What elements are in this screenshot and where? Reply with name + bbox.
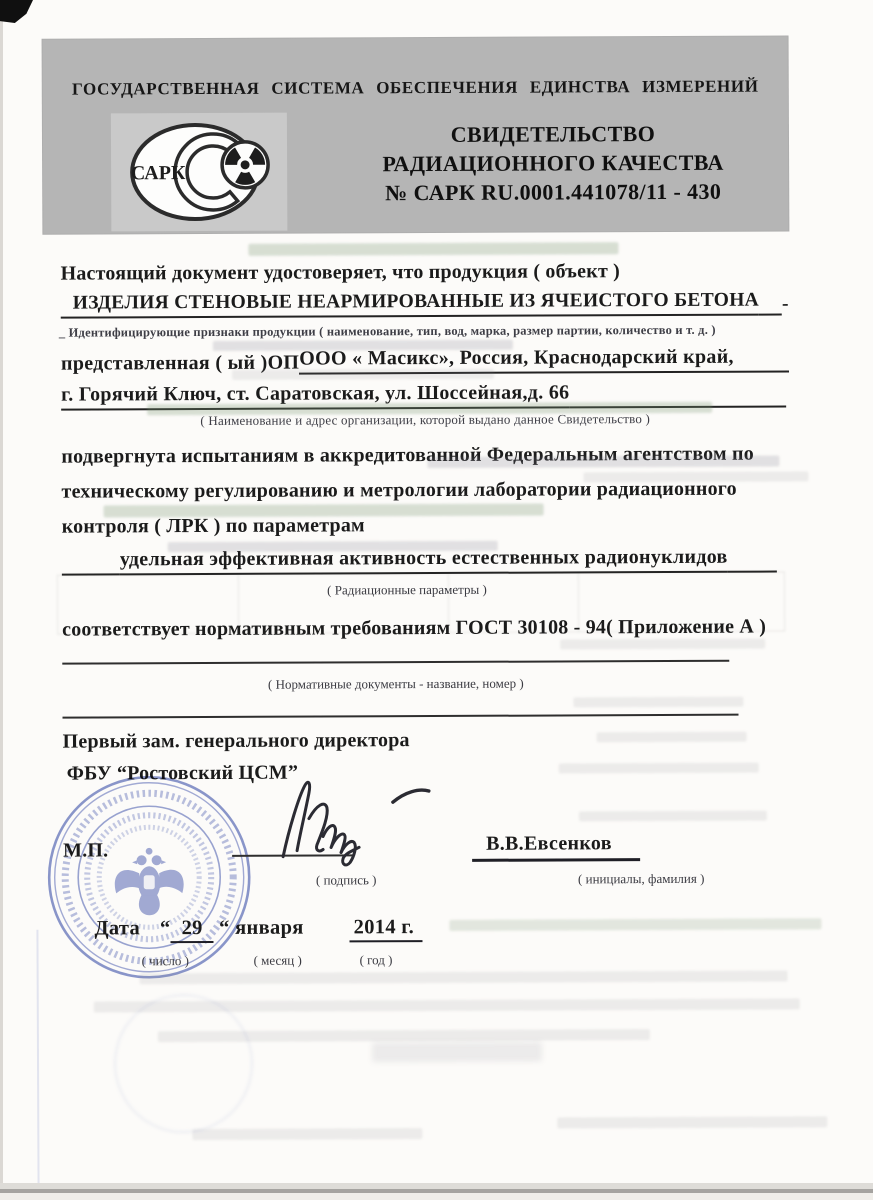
bleed-artifact bbox=[372, 1042, 542, 1063]
bleed-artifact bbox=[158, 1029, 650, 1042]
parameter-value: удельная эффективная активность естественных радионуклидов bbox=[120, 546, 728, 576]
parameter-ruled-fill bbox=[728, 571, 777, 573]
certificate-title bbox=[358, 119, 748, 208]
tested-line-2: техническому регулированию и метрологии лаборатории радиационного bbox=[61, 477, 737, 503]
signer-name bbox=[472, 832, 640, 862]
quote-open: “ bbox=[159, 917, 171, 940]
scan-line-artifact bbox=[36, 930, 39, 1192]
address-ruled-fill bbox=[569, 405, 786, 408]
parameter-line bbox=[62, 546, 777, 576]
bleed-artifact bbox=[557, 1116, 827, 1128]
official-round-stamp bbox=[43, 771, 256, 984]
signer-position-2: ФБУ “Ростовский ЦСМ” bbox=[66, 761, 299, 785]
title-line-3: № САРК RU.0001.441078/11 - 430 bbox=[385, 178, 722, 206]
radiation-icon bbox=[222, 142, 268, 188]
sark-logo-graphic bbox=[111, 113, 288, 232]
bleed-artifact bbox=[192, 1128, 422, 1140]
date-year: 2014 г. bbox=[350, 916, 422, 942]
product-line bbox=[61, 289, 789, 318]
conformity-line: соответствует нормативным требованиям ГОСТ 30108 - 94( Приложение А ) bbox=[62, 615, 767, 641]
title-line-2: РАДИАЦИОННОГО КАЧЕСТВА bbox=[382, 149, 724, 177]
handwritten-signature bbox=[263, 776, 443, 869]
ghost-stamp-artifact bbox=[114, 994, 254, 1134]
parameter-lead-rule bbox=[62, 573, 120, 575]
year-caption: ( год ) bbox=[359, 952, 393, 968]
day-caption: ( число ) bbox=[141, 953, 190, 969]
bleed-artifact bbox=[579, 811, 767, 822]
normative-caption: ( Нормативные документы - название, номер ) bbox=[267, 675, 524, 692]
logo-label: САРК bbox=[130, 162, 186, 185]
presented-prefix: представленная ( ый )ОП bbox=[60, 351, 300, 375]
bleed-artifact bbox=[573, 697, 743, 708]
presented-value: ООО « Масикс», Россия, Краснодарский край, bbox=[299, 346, 734, 375]
presented-line bbox=[61, 345, 789, 375]
bleed-artifact bbox=[559, 763, 759, 774]
presented-ruled-fill bbox=[734, 370, 789, 372]
quote-close: “ bbox=[219, 916, 230, 939]
bleed-artifact bbox=[94, 998, 800, 1012]
ruled-line-normative bbox=[62, 660, 729, 665]
product-suffix: - bbox=[781, 293, 789, 315]
org-caption: ( Наименование и адрес организации, которой выдано данное Свидетельство ) bbox=[200, 411, 651, 429]
system-title: ГОСУДАРСТВЕННАЯ СИСТЕМА ОБЕСПЕЧЕНИЯ ЕДИНСТВА ИЗМЕРЕНИЙ bbox=[71, 76, 759, 99]
bleed-artifact bbox=[248, 242, 618, 256]
date-label: Дата bbox=[94, 917, 141, 940]
stamp-eagle-emblem bbox=[115, 848, 184, 916]
bleed-artifact bbox=[560, 639, 765, 650]
signer-name-text: В.В.Евсенков bbox=[486, 832, 612, 855]
bleed-artifact bbox=[449, 918, 821, 931]
date-line bbox=[94, 916, 422, 940]
bleed-artifact bbox=[597, 732, 747, 743]
address-value: г. Горячий Ключ, ст. Саратовская, ул. Шоссейная,д. 66 bbox=[61, 381, 569, 410]
parameter-caption: ( Радиационные параметры ) bbox=[327, 581, 487, 598]
sark-logo bbox=[111, 113, 288, 232]
intro-line: Настоящий документ удостоверяет, что продукция ( объект ) bbox=[60, 260, 621, 285]
product-ruled-fill bbox=[759, 313, 782, 315]
date-day: 29 bbox=[171, 917, 214, 943]
address-line bbox=[61, 380, 786, 410]
ruled-line-blank bbox=[63, 714, 739, 719]
product-value: ИЗДЕЛИЯ СТЕНОВЫЕ НЕАРМИРОВАННЫЕ ИЗ ЯЧЕИСТОГО БЕТОНА bbox=[61, 290, 759, 319]
signature-caption: ( подпись ) bbox=[315, 872, 377, 888]
header-banner bbox=[43, 36, 789, 233]
scan-bottom-margin bbox=[0, 1193, 873, 1200]
tested-line-3: контроля ( ЛРК ) по параметрам bbox=[61, 514, 365, 538]
seal-place-label: М.П. bbox=[63, 839, 109, 862]
tested-line-1: подвергнута испытаниям в аккредитованной Федеральным агентством по bbox=[61, 442, 754, 468]
name-caption: ( инициалы, фамилия ) bbox=[577, 870, 705, 887]
title-line-1: СВИДЕТЕЛЬСТВО bbox=[450, 121, 656, 147]
month-caption: ( месяц ) bbox=[253, 952, 302, 968]
signer-position-1: Первый зам. генерального директора bbox=[62, 729, 410, 753]
product-caption: _ Идентифицирующие признаки продукции ( наименование, тип, вод, марка, размер партии, количество и т. д. ) bbox=[58, 322, 716, 340]
date-month: января bbox=[235, 916, 304, 939]
